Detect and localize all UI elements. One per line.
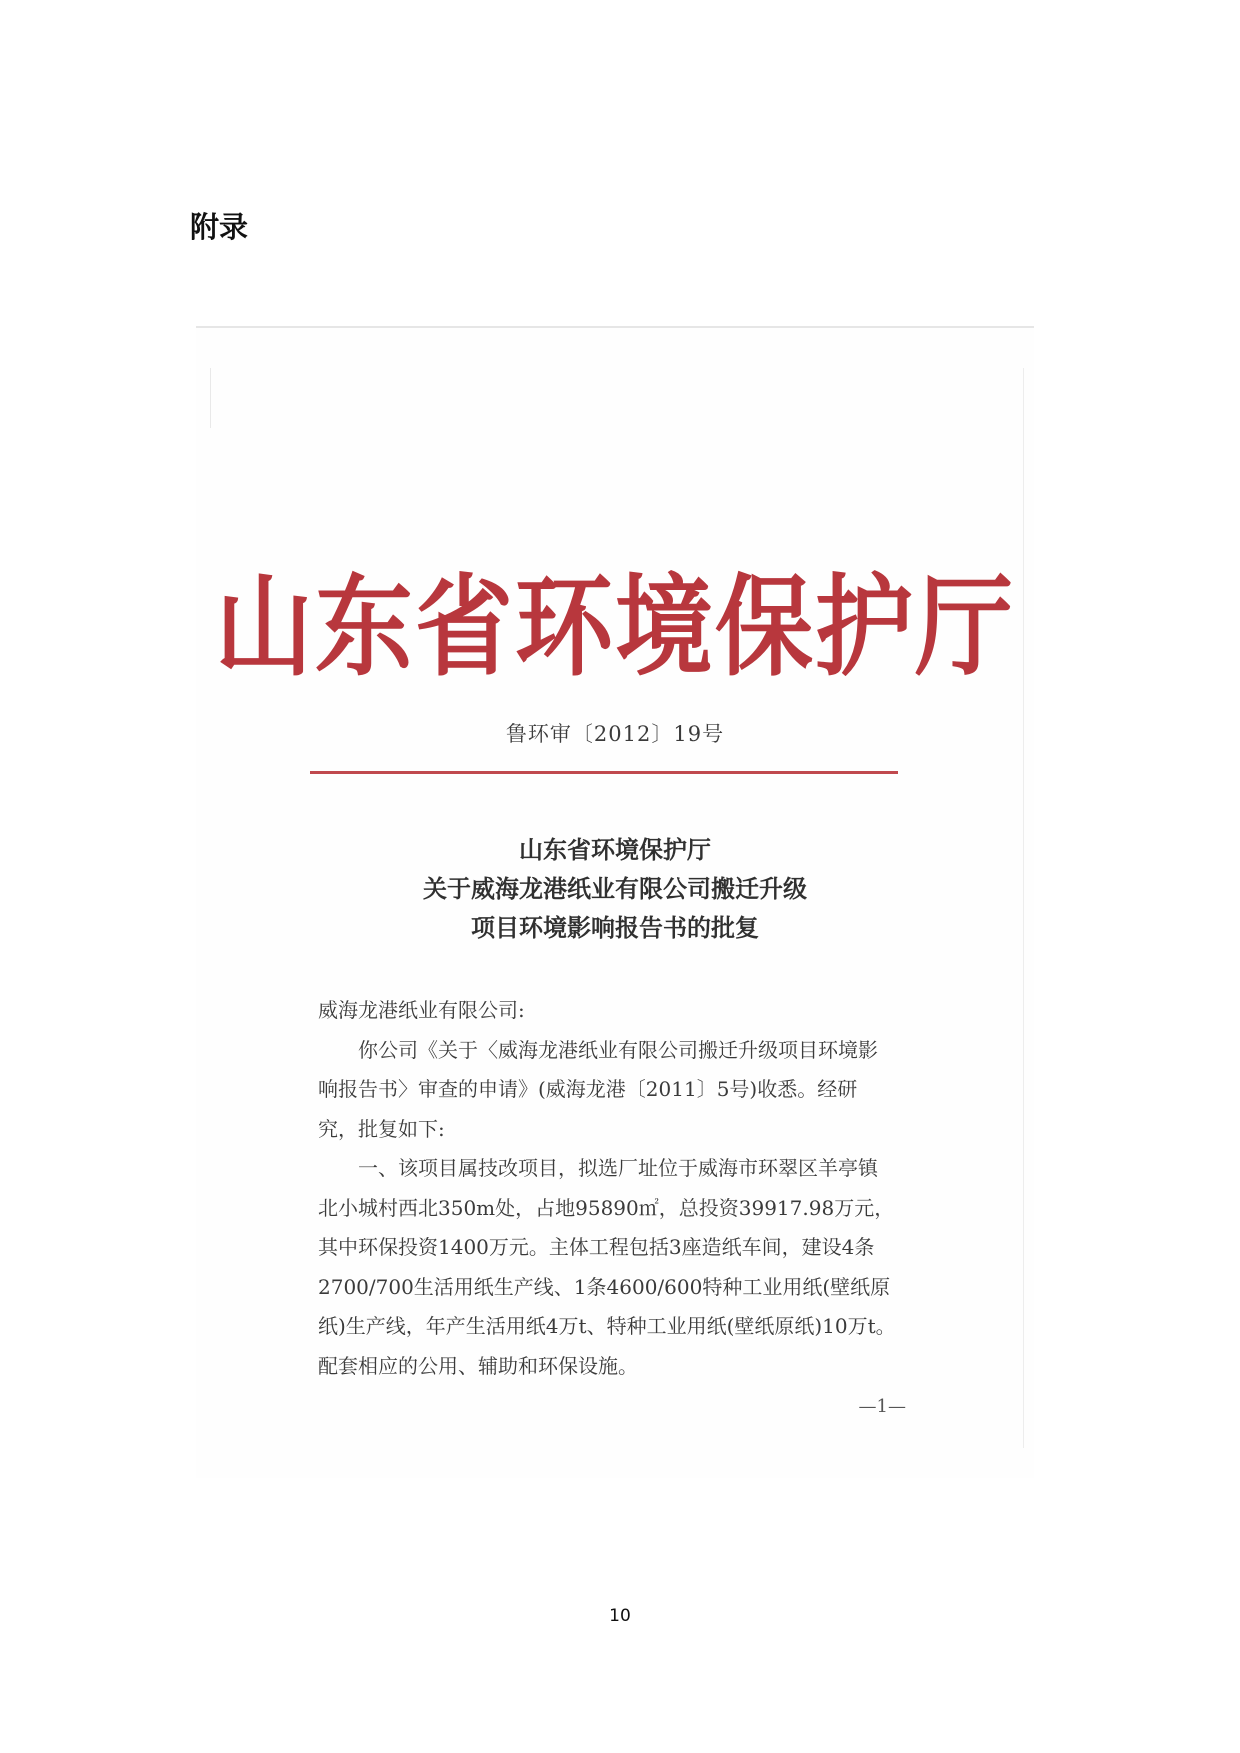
- page-number: 10: [609, 1606, 631, 1626]
- document-number: 鲁环审〔2012〕19号: [505, 722, 725, 746]
- agency-letterhead: 山东省环境保护厅: [214, 563, 1015, 692]
- addressee: 威海龙港纸业有限公司:: [318, 998, 525, 1022]
- scanned-document: [196, 326, 1034, 1478]
- title-line: 项目环境影响报告书的批复: [471, 913, 759, 942]
- scan-edge-left: [210, 368, 211, 428]
- title-line: 山东省环境保护厅: [519, 835, 711, 864]
- title-line: 关于威海龙港纸业有限公司搬迁升级: [423, 874, 807, 903]
- body-paragraph: 一、该项目属技改项目，拟选厂址位于威海市环翠区羊亭镇北小城村西北350m处，占地95890㎡，总投资39917.98万元，其中环保投资1400万元。主体工程包括3座造纸车间，建设4条2700/700生活用纸生产线、1条4600/600特种工业用纸(壁纸原纸)生产线，年产生活用纸4万t、特种工业用纸(壁纸原纸)10万t。配套相应的公用、辅助和环保设施。: [318, 1156, 896, 1378]
- letterhead-red-rule: [310, 771, 898, 774]
- scan-page-marker: —1—: [858, 1396, 906, 1417]
- body-paragraph: 你公司《关于〈威海龙港纸业有限公司搬迁升级项目环境影响报告书〉审查的申请》(威海龙港〔2011〕5号)收悉。经研究，批复如下:: [318, 1037, 878, 1141]
- document-title: [196, 830, 1034, 947]
- document-body: [318, 991, 896, 1386]
- appendix-heading: 附录: [190, 210, 249, 244]
